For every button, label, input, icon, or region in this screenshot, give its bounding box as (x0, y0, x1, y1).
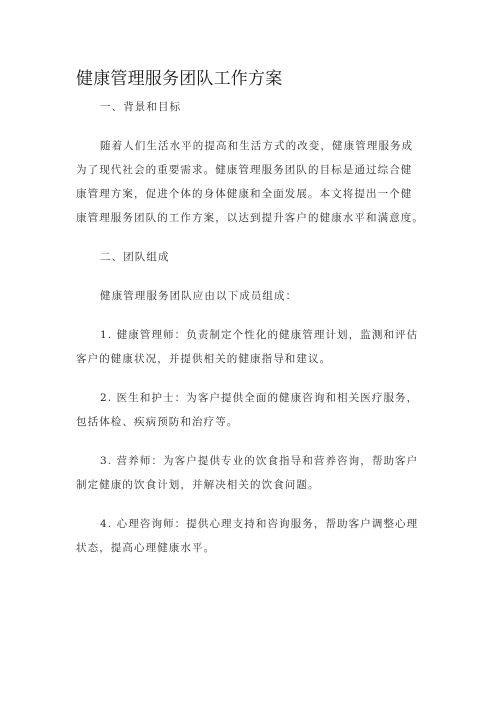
list-item-line: 2. 医生和护士：为客户提供全面的健康咨询和相关医疗服务， (100, 392, 419, 404)
paragraph-line: 健康管理服务团队应由以下成员组成： (100, 290, 298, 302)
paragraph-line: 随着人们生活水平的提高和生活方式的改变，健康管理服务成 (100, 140, 414, 152)
section-heading-background: 一、背景和目标 (100, 101, 182, 113)
paragraph-line: 为了现代社会的重要需求。健康管理服务团队的目标是通过综合健 (76, 164, 413, 176)
paragraph-line: 康管理方案，促进个体的身体健康和全面发展。本文将提出一个健 (76, 188, 413, 200)
list-item-line: 制定健康的饮食计划，并解决相关的饮食问题。 (76, 479, 320, 491)
document-title: 健康管理服务团队工作方案 (76, 69, 283, 89)
section-heading-team: 二、团队组成 (100, 251, 170, 263)
list-item-line: 包括体检、疾病预防和治疗等。 (76, 416, 239, 428)
list-item-line: 4. 心理咨询师：提供心理支持和咨询服务，帮助客户调整心理 (100, 518, 419, 530)
paragraph-line: 康管理服务团队的工作方案，以达到提升客户的健康水平和满意度。 (76, 212, 424, 224)
list-item-line: 状态，提高心理健康水平。 (76, 542, 216, 554)
list-item-line: 1. 健康管理师：负责制定个性化的健康管理计划，监测和评估 (100, 329, 419, 341)
list-item-line: 3. 营养师：为客户提供专业的饮食指导和营养咨询，帮助客户 (100, 455, 419, 467)
list-item-line: 客户的健康状况，并提供相关的健康指导和建议。 (76, 353, 332, 365)
